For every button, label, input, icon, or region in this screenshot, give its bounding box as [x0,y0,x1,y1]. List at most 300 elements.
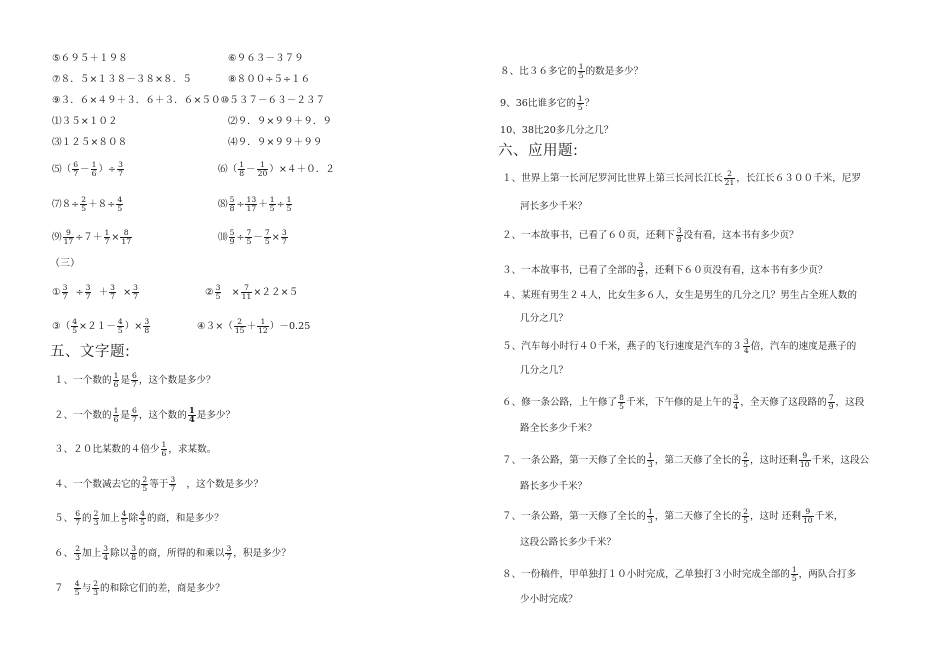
denominator: 17 [246,204,257,213]
numerator: 3 [215,283,221,292]
calc-text: ⑤６９５＋１９８ [52,53,128,64]
expr-text: ÷ [236,199,245,210]
question-text: ３、一本故事书，已看了全部的 [502,265,637,276]
fraction [733,394,740,411]
expr-text: ④３×（ [197,321,233,332]
question-text: 加上 [100,513,120,524]
denominator: 7 [133,292,138,301]
expr-text: ⑺８÷ [52,199,80,210]
expr-text: － [80,164,90,175]
denominator: 7 [62,292,68,301]
fraction [92,580,99,597]
frac-row-8 [218,196,293,213]
question-text: 的数是多少？ [585,66,644,77]
denominator: 6 [91,169,97,178]
expr-text: × [123,287,132,298]
denominator: 7 [75,518,81,527]
fraction [647,452,654,469]
denominator: 12 [258,326,268,335]
expr-text: ）÷ [98,164,117,175]
numerator: 3 [62,283,68,292]
denominator: 10 [802,516,813,525]
numerator: 1 [257,161,269,170]
fraction [742,452,749,469]
denominator: 7 [226,553,232,562]
fraction [117,161,124,178]
fraction [117,318,124,335]
numerator: 3 [118,160,123,169]
denominator: 7 [118,169,123,178]
wenzi-q8 [500,63,643,80]
denominator: 9 [828,402,834,411]
fraction [241,284,253,301]
numerator: 3 [226,544,232,553]
question-text: 与 [81,583,92,594]
fraction [618,394,625,411]
numerator: 4 [140,509,145,518]
fraction [113,407,120,424]
expr-text: ×２２×５ [253,287,299,298]
san-q4 [197,318,310,335]
numerator: 3 [103,544,109,553]
fraction [238,161,245,178]
expr-text: × [271,232,280,243]
calc-row-6 [228,52,304,66]
section-label: （三） [50,258,80,269]
calc-text: ⑴３５×１０２ [52,116,118,127]
question-text: ７ [54,583,64,594]
question-text: ８、一份稿件，甲单独打１０小时完成，乙单独打３小时完成全部的 [502,569,790,580]
expr-text: ）×４＋０．２ [269,164,335,175]
numerator: 3 [110,283,115,292]
denominator: 7 [132,415,137,424]
question-text: ６、修一条公路，上午修了 [502,397,618,408]
numerator: 6 [132,406,137,415]
fraction [74,545,81,562]
denominator: 5 [72,326,78,335]
fraction [131,372,138,389]
question-text: ，这个数的 [138,410,187,421]
question-text: 是 [120,375,130,386]
fraction [637,262,644,279]
wenzi-q5 [54,510,224,527]
denominator: 3 [75,553,81,562]
calc-row-p2 [228,115,332,129]
calc-text: ⑦８．５×１３８－３８×８．５ [52,74,192,85]
denominator: 3 [93,588,99,597]
expr-text: ＋８÷ [88,199,116,210]
yingyong-q1 [502,170,861,187]
calc-row-7 [52,73,192,87]
calc-text: ⑶１２５×８０８ [52,137,128,148]
expr-text: ＋ [98,287,109,298]
numerator: 3 [676,226,682,235]
numerator: 5 [229,228,235,237]
section-yingyong-heading [498,142,578,160]
fraction [647,508,654,525]
numerator: 1 [578,62,584,71]
san-q3 [52,318,151,335]
denominator: 6 [113,415,119,424]
wenzi-q4 [54,476,263,493]
numerator: 1 [161,440,167,449]
question-text: 的 [82,513,92,524]
question-text: 没有看，这本书有多少页？ [683,230,799,241]
fraction [72,161,79,178]
question-text: ６、 [54,548,74,559]
numerator: 3 [133,283,138,292]
denominator: 5 [791,574,797,583]
denominator: 8 [638,270,644,279]
fraction [104,229,111,246]
denominator: 8 [144,326,150,335]
question-text: 除 [128,513,139,524]
calc-text: ⑵９．９×９９＋９．９ [228,116,332,127]
fraction [139,510,146,527]
yingyong-q7 [502,452,869,469]
fraction [120,229,132,246]
yingyong-q7b-cont [520,536,616,550]
expr-text: ÷ [276,199,285,210]
question-text: ８、比３６多它的 [500,66,577,77]
denominator: 4 [743,346,749,355]
denominator: 17 [121,237,132,246]
denominator: 5 [142,484,148,493]
numerator: 9 [802,508,814,517]
numerator: 5 [229,195,235,204]
question-text: 的商，所得的和乘以 [138,548,225,559]
yingyong-q4 [502,289,857,303]
numerator: 3 [638,261,644,270]
numerator: 2 [75,544,81,553]
question-text: 的和除它们的差，商是多少？ [100,583,225,594]
numerator: 1 [647,507,653,516]
numerator: 1 [188,406,195,416]
question-text: 9、36比谁多它的 [500,98,576,109]
question-text: ５、 [54,513,74,524]
fraction [828,394,835,411]
numerator: 7 [264,228,270,237]
numerator: 9 [63,229,75,238]
numerator: 1 [91,160,97,169]
denominator: 7 [132,380,137,389]
question-text: 几分之几？ [520,365,568,376]
fraction [229,196,236,213]
question-text: 倍，汽车的速度是燕子的 [750,341,857,352]
question-text: 10、38比20多几分之几？ [500,125,614,136]
question-text: ２、一个数的 [54,410,112,421]
yingyong-q7-cont [520,480,587,494]
fraction [257,161,269,178]
fraction [161,441,168,458]
expr-text: ÷ [236,232,245,243]
fraction [131,407,138,424]
fraction [791,566,798,583]
fraction [116,196,123,213]
numerator: 1 [113,406,119,415]
numerator: 1 [113,371,119,380]
fraction [742,508,749,525]
denominator: 5 [578,71,584,80]
denominator: 21 [724,178,735,187]
fraction [234,318,246,335]
wenzi-q7 [54,580,225,597]
question-text: ，全天修了这段路的 [740,397,827,408]
fraction [269,196,276,213]
question-text: ，这时 还剩 [749,511,801,522]
yingyong-q3 [502,262,827,279]
calc-row-5 [52,52,128,66]
fraction [121,510,128,527]
calc-row-p3 [52,136,127,150]
denominator: 5 [81,204,87,213]
section-heading: 六、应用题: [498,143,579,159]
denominator: 5 [743,516,748,525]
fraction [113,372,120,389]
fraction [85,284,92,301]
denominator: 9 [229,237,235,246]
question-text: 千米， [814,511,844,522]
expr-text: ）× [124,321,143,332]
denominator: 5 [74,588,80,597]
calc-text: ⑷９．９×９９＋９９ [228,137,323,148]
denominator: 7 [73,169,79,178]
fraction [229,229,236,246]
numerator: 4 [117,195,123,204]
expr-text: × [231,287,240,298]
question-text: ，求某数。 [168,444,217,455]
yingyong-q6 [502,394,864,411]
question-text: 河长多少千米？ [520,201,588,212]
question-text: 千米，这段公 [811,455,870,466]
frac-row-7 [52,196,124,213]
wenzi-q6 [54,545,291,562]
numerator: 3 [733,393,739,402]
question-text: ７、一条公路，第一天修了全长的 [502,511,646,522]
fraction [74,510,81,527]
yingyong-q2 [502,227,799,244]
question-text: １、世界上第一长河尼罗河比世界上第三长河长江长 [502,173,723,184]
question-text: ？ [584,98,595,109]
calc-row-p4 [228,136,322,150]
yingyong-q6-cont [520,422,597,436]
denominator: 4 [188,415,195,425]
question-text: ３、２０比某数的４倍少 [54,444,160,455]
denominator: 6 [161,449,167,458]
san-q2 [205,284,298,301]
denominator: 8 [239,169,245,178]
question-text: ，第二天修了全长的 [654,511,742,522]
denominator: 7 [85,292,91,301]
denominator: 5 [269,204,275,213]
numerator: 6 [73,160,79,169]
fraction [143,318,150,335]
numerator: 1 [257,318,269,327]
fraction [225,545,232,562]
yingyong-q5-cont [520,364,568,378]
numerator: 2 [743,507,748,516]
numerator: 3 [144,317,150,326]
denominator: 5 [743,460,748,469]
question-text: ４、一个数减去它的 [54,479,141,490]
fraction [80,196,87,213]
calc-row-9-10 [52,94,325,108]
question-text: 是 [120,410,130,421]
fraction [71,318,78,335]
fraction [188,407,196,424]
denominator: 11 [241,292,252,301]
fraction [130,545,137,562]
expr-text: ）－0.25 [269,321,311,332]
numerator: 1 [104,228,110,237]
denominator: 3 [93,518,99,527]
fraction [799,452,811,469]
question-text: 加上 [82,548,102,559]
yingyong-q4-cont [520,312,568,326]
numerator: 2 [142,475,148,484]
denominator: 5 [215,292,221,301]
fraction [132,284,139,301]
denominator: 7 [110,292,115,301]
fraction [577,95,584,112]
yingyong-q8-cont [520,593,578,607]
denominator: 6 [113,380,119,389]
question-text: 等于 [149,479,169,490]
numerator: 2 [93,579,99,588]
calc-text: ⑥９６３－３７９ [228,53,304,64]
expr-text: ÷７＋ [75,232,103,243]
numerator: 1 [647,451,653,460]
question-text: １、一个数的 [54,375,112,386]
expr-text: ② [205,287,214,298]
denominator: 5 [117,326,123,335]
section-wenzi-heading [50,343,130,361]
numerator: 3 [85,283,91,292]
yingyong-q5 [502,338,856,355]
denominator: 5 [286,204,292,213]
question-text: 路长多少千米？ [520,481,588,492]
denominator: 10 [799,460,810,469]
expr-text: － [246,164,256,175]
numerator: 4 [72,317,78,326]
calc-row-8 [228,73,310,87]
expr-text: ⑼ [52,232,62,243]
expr-text: ＋ [258,199,268,210]
denominator: 5 [264,237,270,246]
numerator: 8 [120,229,132,238]
fraction [74,580,81,597]
numerator: 7 [246,228,252,237]
numerator: 7 [241,284,253,293]
question-text: ，这时还剩 [749,455,798,466]
yingyong-q7b [502,508,843,525]
numerator: 2 [81,195,87,204]
question-text: 少小时完成？ [520,594,578,605]
section-heading: 五、文字题: [50,344,131,360]
fraction [141,476,148,493]
question-text: 这段公路长多少千米？ [520,537,616,548]
fraction [264,229,271,246]
numerator: 1 [791,565,797,574]
denominator: 3 [647,516,653,525]
denominator: 5 [121,518,127,527]
yingyong-q1-cont [520,200,587,214]
numerator: 1 [239,160,245,169]
denominator: 5 [619,402,624,411]
denominator: 7 [104,237,110,246]
question-text: ，第二天修了全长的 [654,455,742,466]
denominator: 8 [131,553,137,562]
fraction [676,227,683,244]
fraction [215,284,222,301]
fraction [91,161,98,178]
question-text: ４、某班有男生２４人，比女生多６人，女生是男生的几分之几？男生占全班人数的 [502,290,857,301]
numerator: 7 [828,393,834,402]
question-text: ，还剩下６０页没有看，这本书有多少页？ [645,265,828,276]
denominator: 3 [647,460,653,469]
numerator: 4 [121,509,127,518]
numerator: 6 [75,509,81,518]
denominator: 8 [229,204,235,213]
frac-row-5 [52,161,125,178]
numerator: 3 [131,544,137,553]
wenzi-q1 [54,372,216,389]
denominator: 5 [117,204,123,213]
question-text: 是多少？ [196,410,236,421]
expr-text: × [111,232,120,243]
expr-text: ③（ [52,321,71,332]
numerator: 9 [799,452,811,461]
section-san-label [50,257,80,271]
fraction [245,229,252,246]
numerator: 2 [234,318,246,327]
wenzi-q9 [500,95,594,112]
question-text: 的商，和是多少？ [146,513,224,524]
question-text: ，这个数是多少？ [186,479,264,490]
question-text: ，长江长６３００千米，尼罗 [736,173,862,184]
question-text: 千米，下午修的是上午的 [625,397,732,408]
expr-text: ⑽ [218,232,228,243]
numerator: 2 [724,170,736,179]
question-text: ，两队合打多 [798,569,857,580]
denominator: 8 [676,235,682,244]
expr-text: ⑹（ [218,164,238,175]
question-text: ５、汽车每小时行４０千米，燕子的飞行速度是汽车的３ [502,341,742,352]
san-q1 [52,284,140,301]
denominator: 5 [140,518,145,527]
denominator: 7 [281,237,287,246]
numerator: 3 [281,228,287,237]
denominator: 4 [733,402,739,411]
numerator: 3 [170,475,176,484]
frac-row-6 [218,161,335,178]
denominator: 15 [234,326,245,335]
wenzi-q3 [54,441,216,458]
fraction [257,318,269,335]
frac-row-9 [52,229,133,246]
denominator: 5 [246,237,252,246]
numerator: 6 [132,371,137,380]
numerator: 4 [117,317,123,326]
fraction [169,476,176,493]
expr-text: ＋ [246,321,257,332]
calc-text: ⑨３．６×４９＋３．６＋３．６×５０⑩５３７－６３－２３７ [52,95,326,106]
question-text: ，这个数是多少？ [138,375,216,386]
question-text: ，积是多少？ [233,548,291,559]
numerator: 4 [74,579,80,588]
fraction [109,284,116,301]
expr-text: ① [52,287,61,298]
